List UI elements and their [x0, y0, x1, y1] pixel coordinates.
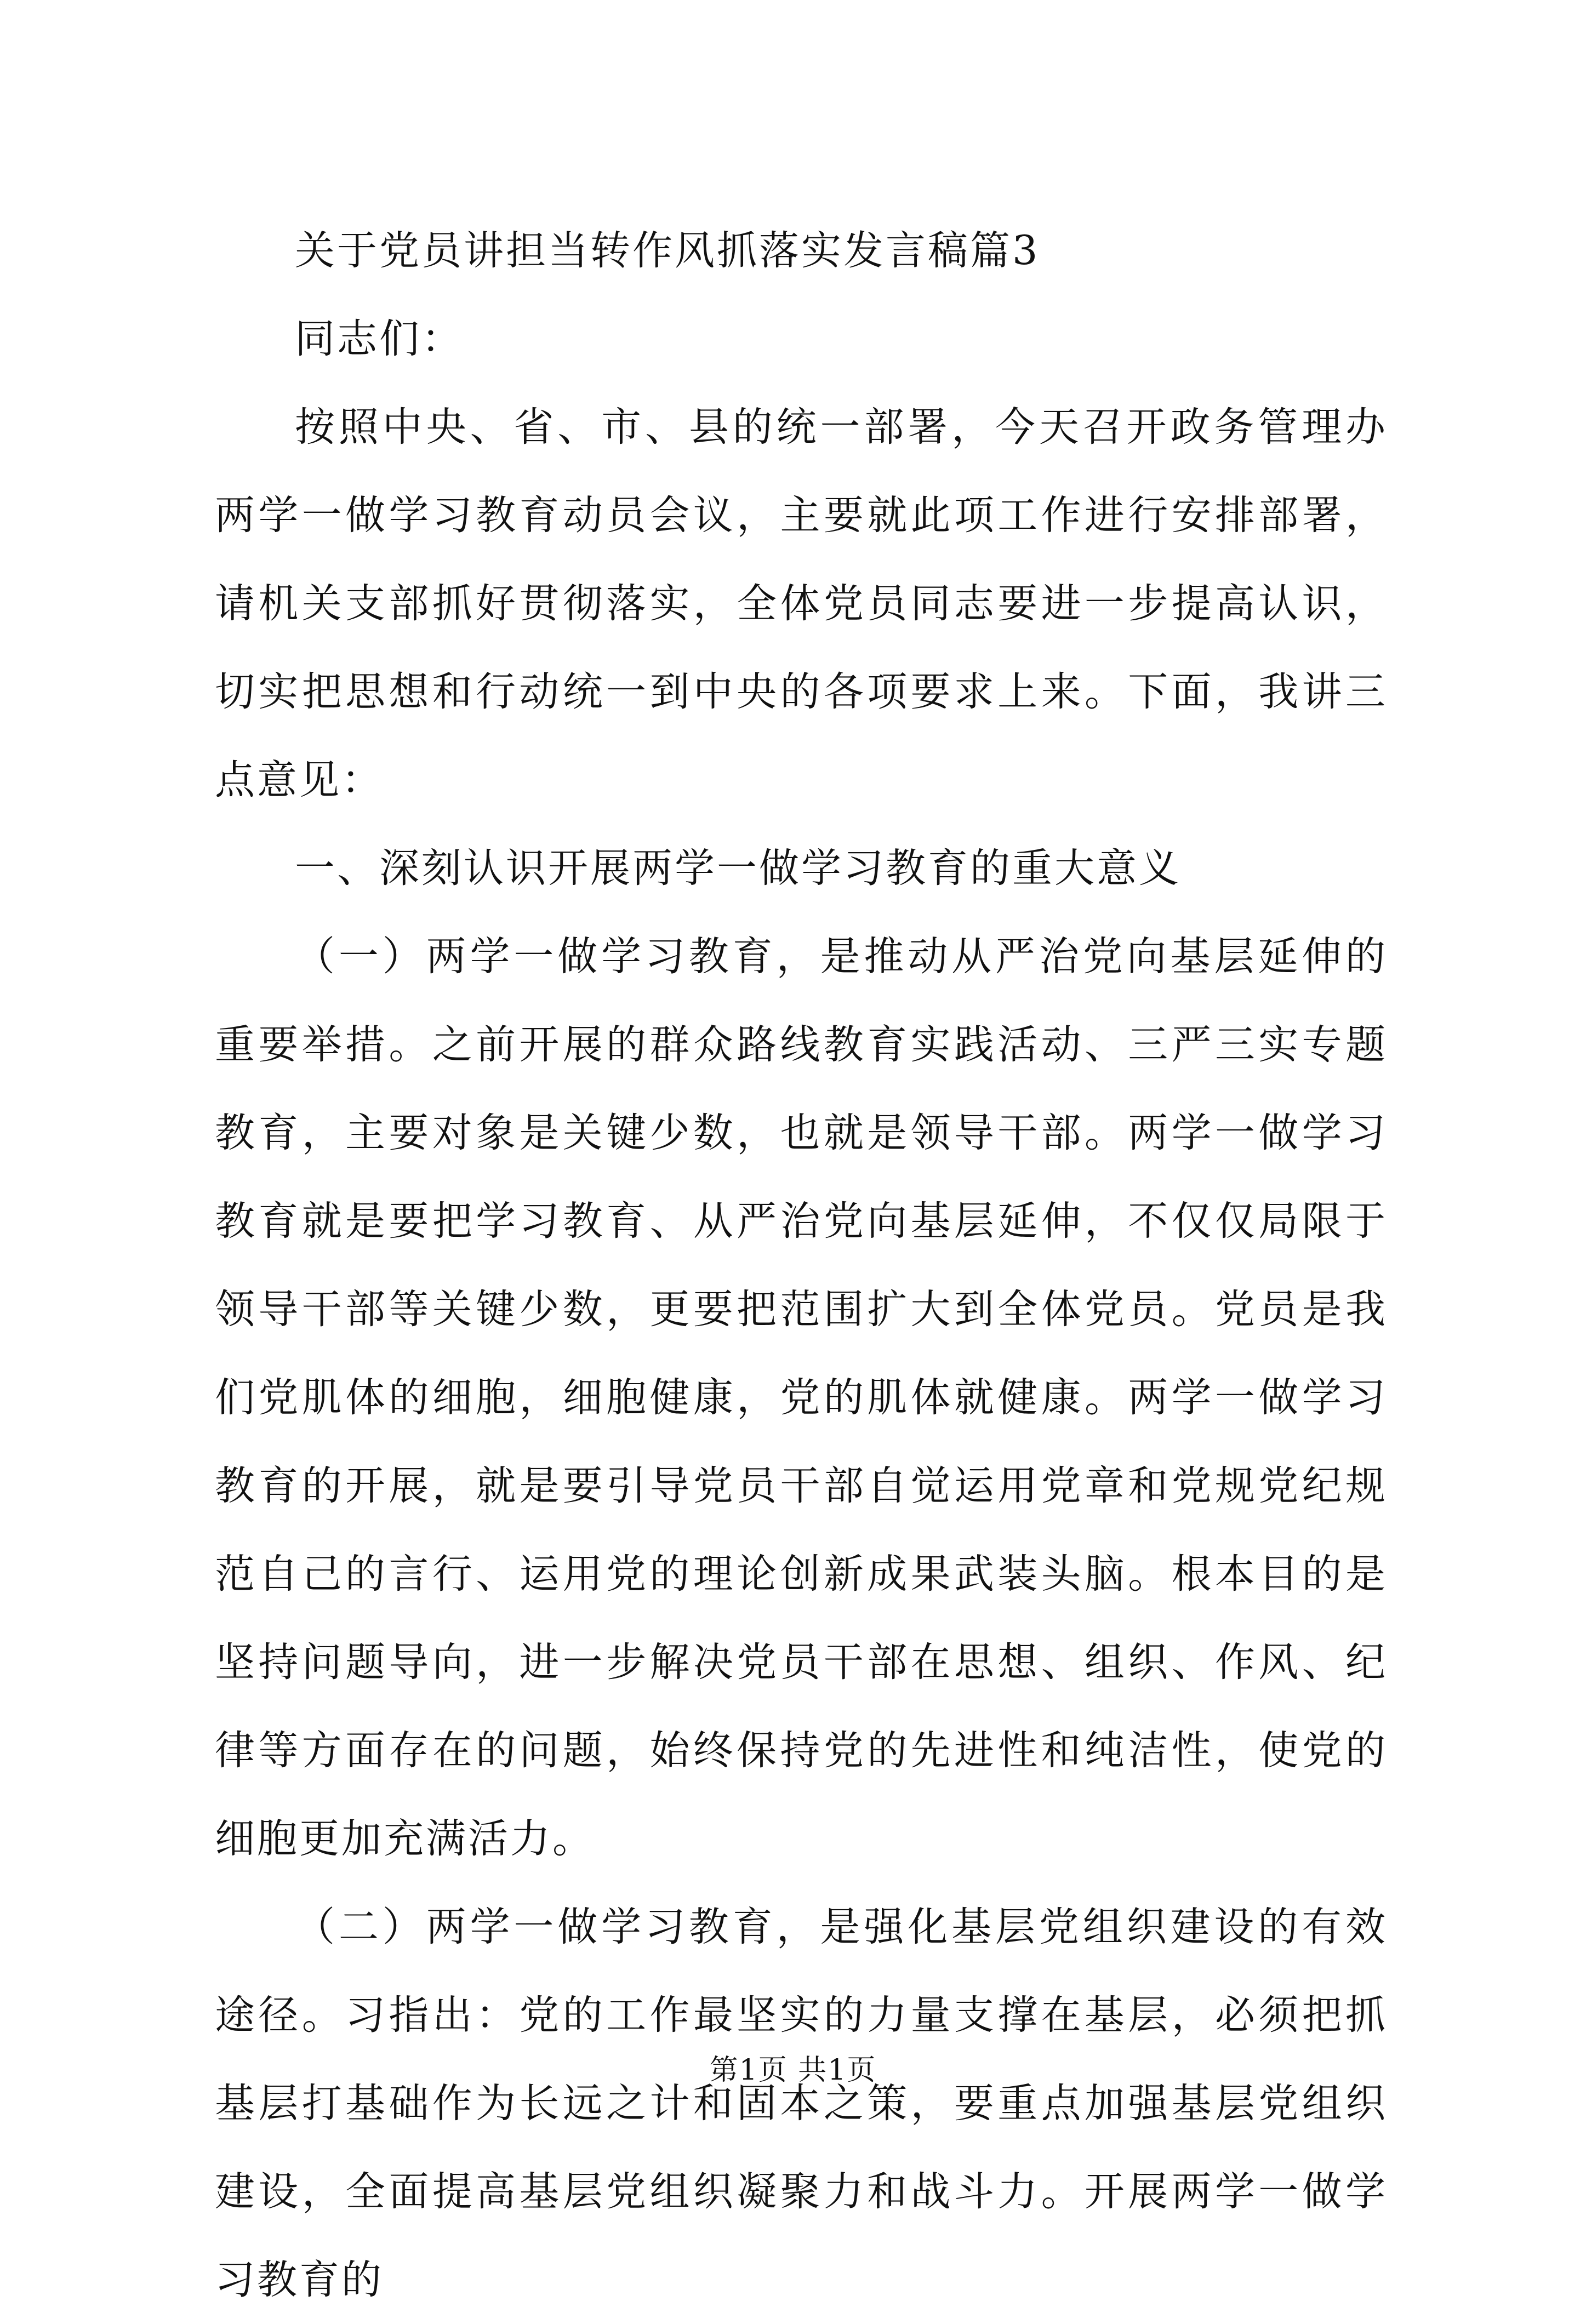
document-title: 关于党员讲担当转作风抓落实发言稿篇3	[295, 227, 1040, 274]
paragraph-point-1: （一）两学一做学习教育，是推动从严治党向基层延伸的重要举措。之前开展的群众路线教育实践活动、三严三实专题教育，主要对象是关键少数，也就是领导干部。两学一做学习教育就是要把学习教育、从严治党向基层延伸，不仅仅局限于领导干部等关键少数，更要把范围扩大到全体党员。党员是我们党肌体的细胞，细胞健康，党的肌体就健康。两学一做学习教育的开展，就是要引导党员干部自觉运用党章和党规党纪规范自己的言行、运用党的理论创新成果武装头脑。根本目的是坚持问题导向，进一步解决党员干部在思想、组织、作风、纪律等方面存在的问题，始终保持党的先进性和纯洁性，使党的细胞更加充满活力。	[215, 933, 1388, 1862]
paragraph-intro: 按照中央、省、市、县的统一部署，今天召开政务管理办两学一做学习教育动员会议，主要就此项工作进行安排部署，请机关支部抓好贯彻落实，全体党员同志要进一步提高认识，切实把思想和行动统一到中央的各项要求上来。下面，我讲三点意见：	[215, 404, 1388, 803]
document-body	[215, 207, 1388, 2324]
salutation: 同志们：	[295, 316, 464, 362]
section-heading-1: 一、深刻认识开展两学一做学习教育的重大意义	[295, 845, 1181, 892]
paragraph-point-2: （二）两学一做学习教育，是强化基层党组织建设的有效途径。习指出：党的工作最坚实的力量支撑在基层，必须把抓基层打基础作为长远之计和固本之策，要重点加强基层党组织建设，全面提高基层党组织凝聚力和战斗力。开展两学一做学习教育的	[215, 1904, 1388, 2303]
page-footer: 第1页 共1页	[709, 2054, 877, 2087]
